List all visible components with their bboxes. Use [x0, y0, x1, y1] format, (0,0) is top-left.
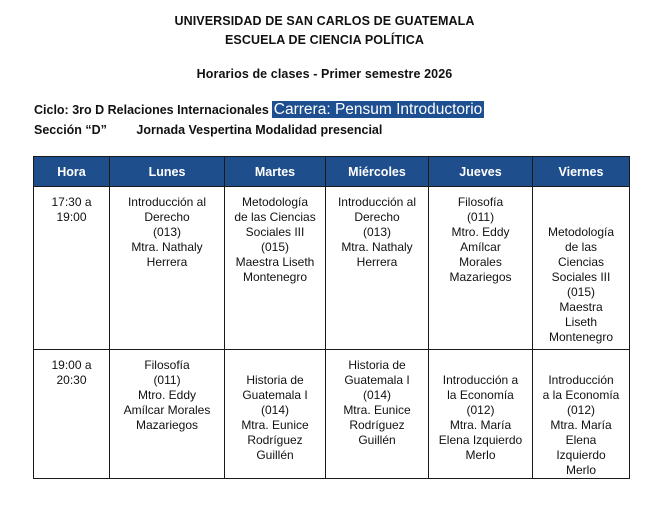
carrera-highlight: Carrera: Pensum Introductorio [273, 101, 483, 118]
jornada-label: Jornada Vespertina Modalidad presencial [136, 123, 383, 137]
cell-line: Introducción a [442, 373, 519, 387]
cell-line: (011) [153, 373, 181, 387]
cell-line: (014) [260, 403, 289, 417]
university-name: UNIVERSIDAD DE SAN CARLOS DE GUATEMALA [174, 14, 475, 28]
cell-line: Metodología [547, 225, 615, 239]
class-cell-viernes [533, 187, 630, 350]
cell-line: (013) [362, 225, 391, 239]
cell-line: Metodología [241, 195, 309, 209]
cell-line: Herrera [356, 255, 398, 269]
cell-line: Mazariegos [449, 270, 512, 284]
cell-line: (014) [362, 388, 391, 402]
schedule-title: Horarios de clases - Primer semestre 2026 [196, 67, 453, 81]
cell-line: (015) [260, 240, 289, 254]
cell-line: Sociales III [551, 270, 611, 284]
cell-spacer [433, 358, 528, 373]
seccion-line [34, 123, 382, 137]
schedule-table [33, 156, 630, 479]
time-line: 20:30 [56, 373, 87, 387]
cell-line: Merlo [565, 463, 596, 477]
cell-line: Mtra. Nathaly [131, 240, 203, 254]
cell-line: (013) [152, 225, 181, 239]
time-cell [34, 350, 110, 479]
cell-line: Mtra. María [449, 418, 512, 432]
cell-line: Herrera [146, 255, 188, 269]
cell-line: Filosofía [144, 358, 190, 372]
class-cell-viernes [533, 350, 630, 479]
cell-spacer [537, 195, 625, 225]
class-cell-miercoles [326, 350, 429, 479]
seccion-label: Sección “D” [34, 123, 107, 137]
cell-line: de las [564, 240, 598, 254]
cell-line: Elena [565, 433, 597, 447]
cell-line: (011) [466, 210, 495, 224]
time-cell [34, 187, 110, 350]
cell-line: Ciencias [557, 255, 605, 269]
cell-line: Montenegro [242, 270, 308, 284]
cell-line: Introducción al [127, 195, 207, 209]
cell-line: Amílcar [460, 240, 501, 254]
cell-line: Mtra. Eunice [241, 418, 309, 432]
cell-line: Izquierdo [556, 448, 606, 462]
header-hora: Hora [34, 157, 110, 187]
class-cell-jueves [429, 350, 533, 479]
class-cell-miercoles [326, 187, 429, 350]
cell-line: a la Economía [542, 388, 620, 402]
ciclo-label: Ciclo: 3ro D Relaciones Internacionales [34, 103, 269, 117]
cell-line: Merlo [465, 448, 496, 462]
time-line: 19:00 [56, 210, 87, 224]
time-line: 17:30 a [51, 195, 92, 209]
cell-line: Rodríguez [247, 433, 303, 447]
cell-line: Mtra. María [550, 418, 612, 432]
header-lunes: Lunes [110, 157, 225, 187]
cell-line: Guatemala I [344, 373, 410, 387]
cell-line: Morales [459, 255, 502, 269]
cell-line: de las Ciencias [234, 210, 316, 224]
cell-line: Historia de [348, 358, 406, 372]
cell-line: Montenegro [548, 330, 614, 344]
cell-line: Mazariegos [135, 418, 199, 432]
cell-line: Mtra. Nathaly [341, 240, 413, 254]
cell-line: la Economía [447, 388, 514, 402]
cell-line: Liseth [564, 315, 598, 329]
cell-line: Derecho [144, 210, 190, 224]
cell-line: Elena Izquierdo [438, 433, 523, 447]
cell-line: Guillén [358, 433, 396, 447]
header-viernes: Viernes [533, 157, 630, 187]
class-cell-lunes [110, 350, 225, 479]
time-line: 19:00 a [51, 358, 92, 372]
class-cell-martes [225, 350, 326, 479]
school-name: ESCUELA DE CIENCIA POLÍTICA [224, 33, 424, 47]
class-cell-lunes [110, 187, 225, 350]
cell-line: Introducción [548, 373, 614, 387]
cell-line: Mtro. Eddy [451, 225, 510, 239]
header-miercoles: Miércoles [326, 157, 429, 187]
header-martes: Martes [225, 157, 326, 187]
cell-spacer [537, 358, 625, 373]
cell-line: Guillén [256, 448, 294, 462]
cell-line: (012) [566, 403, 595, 417]
cell-spacer [229, 358, 321, 373]
cell-line: Sociales III [245, 225, 305, 239]
table-row [34, 350, 630, 479]
cell-line: Historia de [246, 373, 304, 387]
cell-line: Amílcar Morales [123, 403, 211, 417]
cell-line: Derecho [354, 210, 400, 224]
cell-line: Introducción al [337, 195, 417, 209]
cell-line: Mtro. Eddy [137, 388, 197, 402]
header-jueves: Jueves [429, 157, 533, 187]
cell-line: Rodríguez [349, 418, 405, 432]
cell-line: (015) [566, 285, 595, 299]
cell-line: (012) [466, 403, 495, 417]
class-cell-martes [225, 187, 326, 350]
cell-line: Filosofía [457, 195, 504, 209]
cell-line: Guatemala I [242, 388, 308, 402]
class-cell-jueves [429, 187, 533, 350]
cell-line: Mtra. Eunice [343, 403, 411, 417]
cell-line: Maestra Liseth [235, 255, 315, 269]
table-header-row [34, 157, 630, 187]
ciclo-line [34, 101, 484, 119]
cell-line: Maestra [559, 300, 603, 314]
table-row [34, 187, 630, 350]
